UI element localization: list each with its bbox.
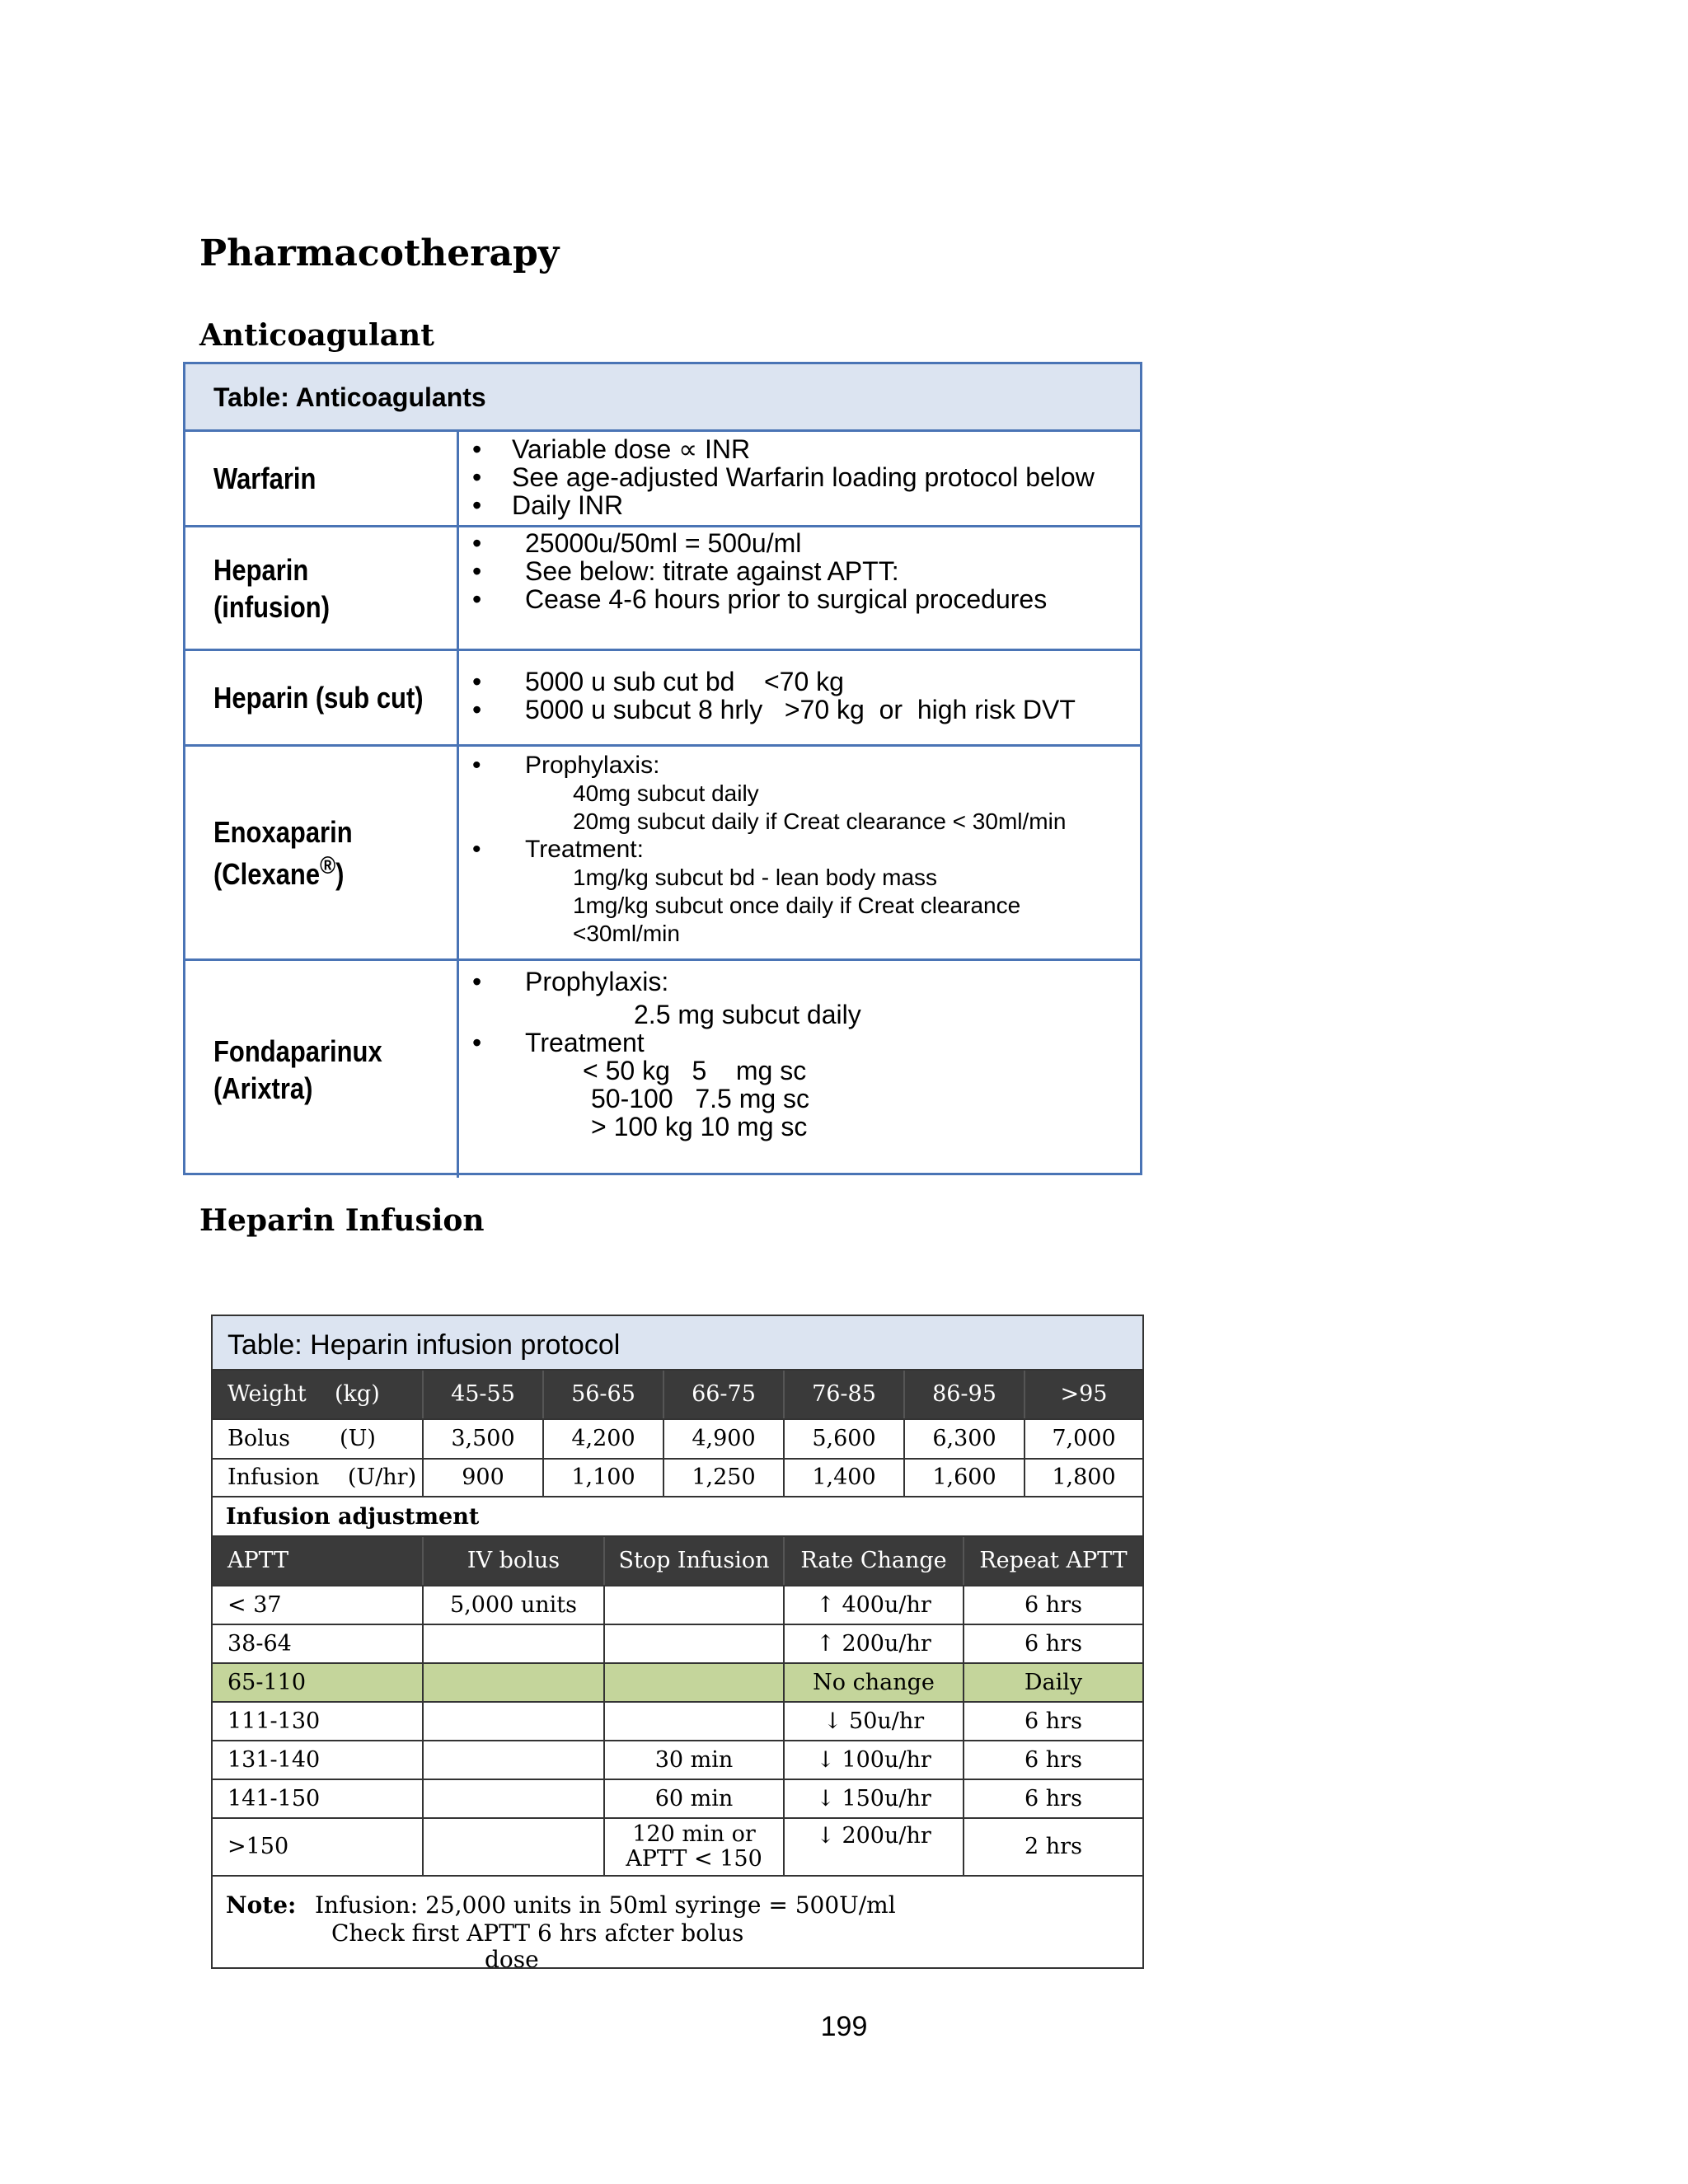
cell: 5,000 units	[424, 1586, 605, 1624]
anticoagulants-table	[183, 362, 1142, 1175]
cell: 60 min	[605, 1780, 785, 1817]
cell: 1,250	[664, 1460, 785, 1496]
list-item: • 25000u/50ml = 500u/ml	[459, 529, 1140, 557]
table-row	[213, 1780, 1142, 1819]
drug-brand: (Clexane	[213, 856, 321, 891]
table-row	[213, 1460, 1142, 1497]
drug-name: Enoxaparin	[213, 814, 353, 849]
cell	[424, 1664, 605, 1701]
infusion-adjustment-title: Infusion adjustment	[213, 1497, 1142, 1537]
table-row-target	[213, 1664, 1142, 1703]
cell: 141-150	[213, 1780, 424, 1817]
cell	[605, 1703, 785, 1740]
cell: 5,600	[785, 1420, 905, 1458]
section-heading-anticoagulant: Anticoagulant	[199, 318, 434, 353]
table-row	[213, 1741, 1142, 1780]
table-row	[213, 1819, 1142, 1877]
dose-line: 50-100 7.5 mg sc	[591, 1084, 810, 1113]
cell: 6 hrs	[1025, 1746, 1082, 1773]
cell: 1,100	[544, 1460, 664, 1496]
table-header: 56-65	[544, 1371, 664, 1418]
cell: 6 hrs	[1025, 1591, 1082, 1618]
table-row	[213, 1586, 1142, 1625]
cell	[605, 1664, 785, 1701]
list-item: • Prophylaxis:	[459, 752, 1140, 780]
cell: 2 hrs	[1025, 1834, 1082, 1860]
list-item: • Treatment:	[459, 836, 1140, 864]
table-row	[213, 1420, 1142, 1460]
table-note-line: Check first APTT 6 hrs afcter bolus	[331, 1919, 744, 1947]
row-label: Bolus (U)	[213, 1420, 424, 1458]
table-caption: Table: Heparin infusion protocol	[213, 1316, 1142, 1371]
cell: 65-110	[213, 1664, 424, 1701]
row-heparin-infusion	[185, 527, 1140, 651]
table-header: Stop Infusion	[605, 1537, 785, 1585]
dose-line: > 100 kg 10 mg sc	[591, 1112, 808, 1141]
drug-brand: (Arixtra)	[213, 1071, 313, 1105]
cell: < 37	[213, 1586, 424, 1624]
cell	[424, 1780, 605, 1817]
cell: ↑ 200u/hr	[785, 1625, 964, 1662]
dose-line: 1mg/kg subcut once daily if Creat clearance	[573, 893, 1021, 918]
cell: 6 hrs	[1025, 1708, 1082, 1734]
list-item: • Prophylaxis:	[459, 968, 1140, 996]
cell: 120 min or APTT < 150	[605, 1819, 785, 1875]
dose-line: <30ml/min	[573, 921, 680, 946]
note-label: Note:	[226, 1891, 297, 1919]
cell: 6 hrs	[1025, 1785, 1082, 1811]
cell: ↓ 200u/hr	[785, 1819, 964, 1875]
list-item: • Daily INR	[459, 491, 1140, 519]
list-item: • Variable dose ∝ INR	[459, 435, 1140, 463]
cell: 4,200	[544, 1420, 664, 1458]
cell: 900	[424, 1460, 544, 1496]
drug-name: Heparin	[213, 552, 309, 587]
dose-line: 2.5 mg subcut daily	[634, 1000, 861, 1029]
cell: 1,800	[1052, 1465, 1116, 1491]
cell: 111-130	[213, 1703, 424, 1740]
table-header: 86-95	[905, 1371, 1025, 1418]
drug-route: (infusion)	[213, 589, 330, 624]
aptt-header-row	[213, 1537, 1142, 1586]
cell	[424, 1741, 605, 1779]
cell	[424, 1819, 605, 1875]
list-item: • Treatment	[459, 1029, 1140, 1057]
cell	[424, 1625, 605, 1662]
list-item: • 5000 u subcut 8 hrly >70 kg or high risk DVT	[459, 696, 1140, 724]
cell: ↓ 50u/hr	[785, 1703, 964, 1740]
row-heparin-subcut	[185, 651, 1140, 747]
cell: 38-64	[213, 1625, 424, 1662]
cell	[605, 1586, 785, 1624]
row-label: Infusion (U/hr)	[213, 1460, 424, 1496]
table-header: IV bolus	[424, 1537, 605, 1585]
cell: 6,300	[905, 1420, 1025, 1458]
drug-name: Heparin (sub cut)	[213, 681, 424, 715]
cell: 1,400	[785, 1460, 905, 1496]
dose-line: < 50 kg 5 mg sc	[583, 1056, 807, 1085]
list-item: • Cease 4-6 hours prior to surgical procedures	[459, 585, 1140, 613]
cell: 131-140	[213, 1741, 424, 1779]
table-header: Rate Change	[785, 1537, 964, 1585]
cell: 1,600	[905, 1460, 1025, 1496]
table-caption: Table: Anticoagulants	[185, 364, 1140, 432]
section-heading-heparin-infusion: Heparin Infusion	[199, 1203, 485, 1238]
cell: ↓ 100u/hr	[785, 1741, 964, 1779]
table-header: 66-75	[664, 1371, 785, 1418]
cell: 3,500	[424, 1420, 544, 1458]
list-item: • See below: titrate against APTT:	[459, 557, 1140, 585]
dose-line: 20mg subcut daily if Creat clearance < 30ml/min	[573, 808, 1067, 834]
cell: 4,900	[664, 1420, 785, 1458]
row-warfarin	[185, 432, 1140, 527]
page-title: Pharmacotherapy	[199, 232, 560, 274]
row-enoxaparin: Enoxaparin (Clexane®) • Prophylaxis: 40mg subcut daily 20mg subcut daily if Creat clearance < 30ml/min • Treatment: 1mg/kg subcut bd - lean body mass 1mg/kg subcut once daily if Creat clearance <30ml/min	[185, 747, 1140, 961]
cell: 30 min	[605, 1741, 785, 1779]
drug-name: Fondaparinux	[213, 1033, 382, 1068]
cell: 7,000	[1052, 1426, 1116, 1452]
cell: No change	[785, 1664, 964, 1701]
heparin-infusion-table	[211, 1315, 1144, 1969]
cell	[424, 1703, 605, 1740]
table-header: 45-55	[424, 1371, 544, 1418]
weight-header-row	[213, 1371, 1142, 1420]
table-note: Note: Infusion: 25,000 units in 50ml syringe = 500U/ml	[226, 1891, 896, 1919]
list-item: • See age-adjusted Warfarin loading protocol below	[459, 463, 1140, 491]
list-item: • 5000 u sub cut bd <70 kg	[459, 668, 1140, 696]
table-row	[213, 1625, 1142, 1664]
cell	[605, 1625, 785, 1662]
row-fondaparinux	[185, 961, 1140, 1178]
table-header: Repeat APTT	[979, 1548, 1128, 1574]
page-number: 199	[820, 2011, 868, 2042]
cell: ↑ 400u/hr	[785, 1586, 964, 1624]
table-row	[213, 1703, 1142, 1741]
cell: ↓ 150u/hr	[785, 1780, 964, 1817]
cell: >150	[213, 1819, 424, 1875]
registered-mark: ®	[320, 851, 336, 879]
table-header: 76-85	[785, 1371, 905, 1418]
table-header: Weight (kg)	[213, 1371, 424, 1418]
table-header: APTT	[213, 1537, 424, 1585]
table-note-line: dose	[485, 1946, 539, 1967]
cell: 6 hrs	[1025, 1630, 1082, 1657]
table-header: >95	[1060, 1381, 1108, 1408]
dose-line: 40mg subcut daily	[573, 780, 759, 806]
dose-line: 1mg/kg subcut bd - lean body mass	[573, 865, 938, 890]
drug-name: Warfarin	[213, 462, 316, 495]
cell: Daily	[1024, 1669, 1083, 1695]
